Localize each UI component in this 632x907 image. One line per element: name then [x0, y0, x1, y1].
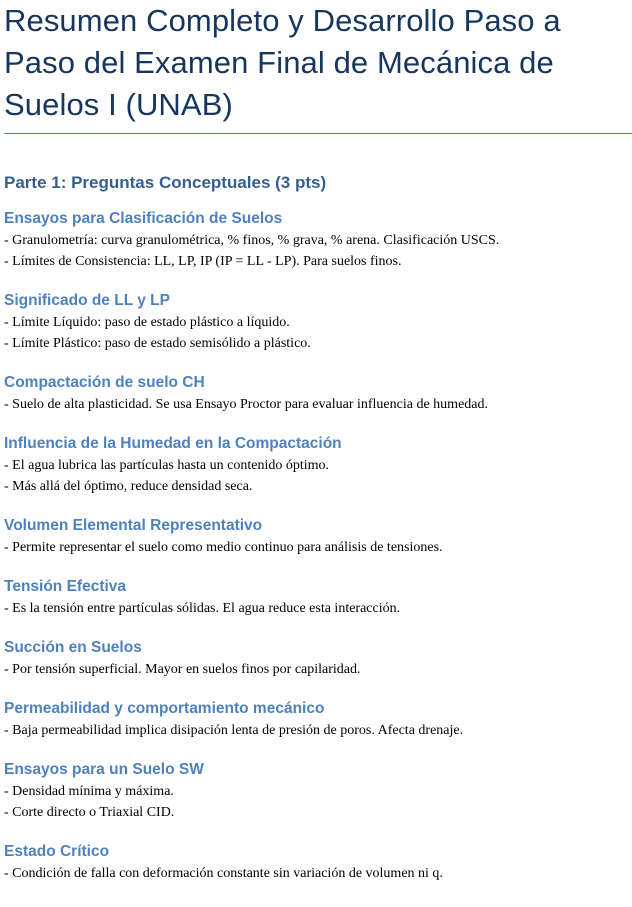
section-ll-lp	[4, 290, 632, 354]
section-heading: Ensayos para Clasificación de Suelos	[4, 210, 283, 227]
section-estado-critico	[4, 841, 632, 884]
section-heading: Succión en Suelos	[4, 639, 142, 656]
bullet-item: - Granulometría: curva granulométrica, % finos, % grava, % arena. Clasificación USCS.	[4, 233, 500, 248]
bullet-item: - Suelo de alta plasticidad. Se usa Ensayo Proctor para evaluar influencia de humedad.	[4, 397, 488, 412]
bullet-item: - Condición de falla con deformación constante sin variación de volumen ni q.	[4, 866, 443, 881]
bullet-item: - Por tensión superficial. Mayor en suelos finos por capilaridad.	[4, 662, 361, 677]
bullet-item: - Baja permeabilidad implica disipación lenta de presión de poros. Afecta drenaje.	[4, 723, 464, 738]
bullet-item: - Densidad mínima y máxima.	[4, 784, 174, 799]
section-suelo-sw	[4, 759, 632, 823]
section-volumen-elemental	[4, 515, 632, 558]
section-heading: Compactación de suelo CH	[4, 374, 205, 391]
bullet-item: - Corte directo o Triaxial CID.	[4, 805, 175, 820]
section-heading: Significado de LL y LP	[4, 292, 170, 309]
section-heading: Influencia de la Humedad en la Compactación	[4, 435, 342, 452]
section-compactacion-ch	[4, 372, 632, 415]
bullet-item: - Es la tensión entre partículas sólidas. El agua reduce esta interacción.	[4, 601, 401, 616]
section-heading: Volumen Elemental Representativo	[4, 517, 263, 534]
section-permeabilidad	[4, 698, 632, 741]
part-heading: Parte 1: Preguntas Conceptuales (3 pts)	[4, 173, 327, 192]
section-ensayos-clasificacion	[4, 208, 632, 272]
section-succion	[4, 637, 632, 680]
sections-list	[4, 208, 632, 884]
title-divider	[4, 133, 632, 134]
bullet-item: - Límite Líquido: paso de estado plástico a líquido.	[4, 315, 290, 330]
bullet-item: - Límites de Consistencia: LL, LP, IP (IP = LL - LP). Para suelos finos.	[4, 254, 402, 269]
document-title: Resumen Completo y Desarrollo Paso a Paso del Examen Final de Mecánica de Suelos I (UNAB)	[4, 3, 561, 122]
bullet-item: - Más allá del óptimo, reduce densidad seca.	[4, 479, 253, 494]
section-heading: Permeabilidad y comportamiento mecánico	[4, 700, 325, 717]
section-humedad-compactacion	[4, 433, 632, 497]
bullet-item: - Permite representar el suelo como medio continuo para análisis de tensiones.	[4, 540, 443, 555]
section-heading: Ensayos para un Suelo SW	[4, 761, 204, 778]
bullet-item: - Límite Plástico: paso de estado semisólido a plástico.	[4, 336, 311, 351]
section-tension-efectiva	[4, 576, 632, 619]
bullet-item: - El agua lubrica las partículas hasta un contenido óptimo.	[4, 458, 330, 473]
section-heading: Tensión Efectiva	[4, 578, 127, 595]
section-heading: Estado Crítico	[4, 843, 110, 860]
